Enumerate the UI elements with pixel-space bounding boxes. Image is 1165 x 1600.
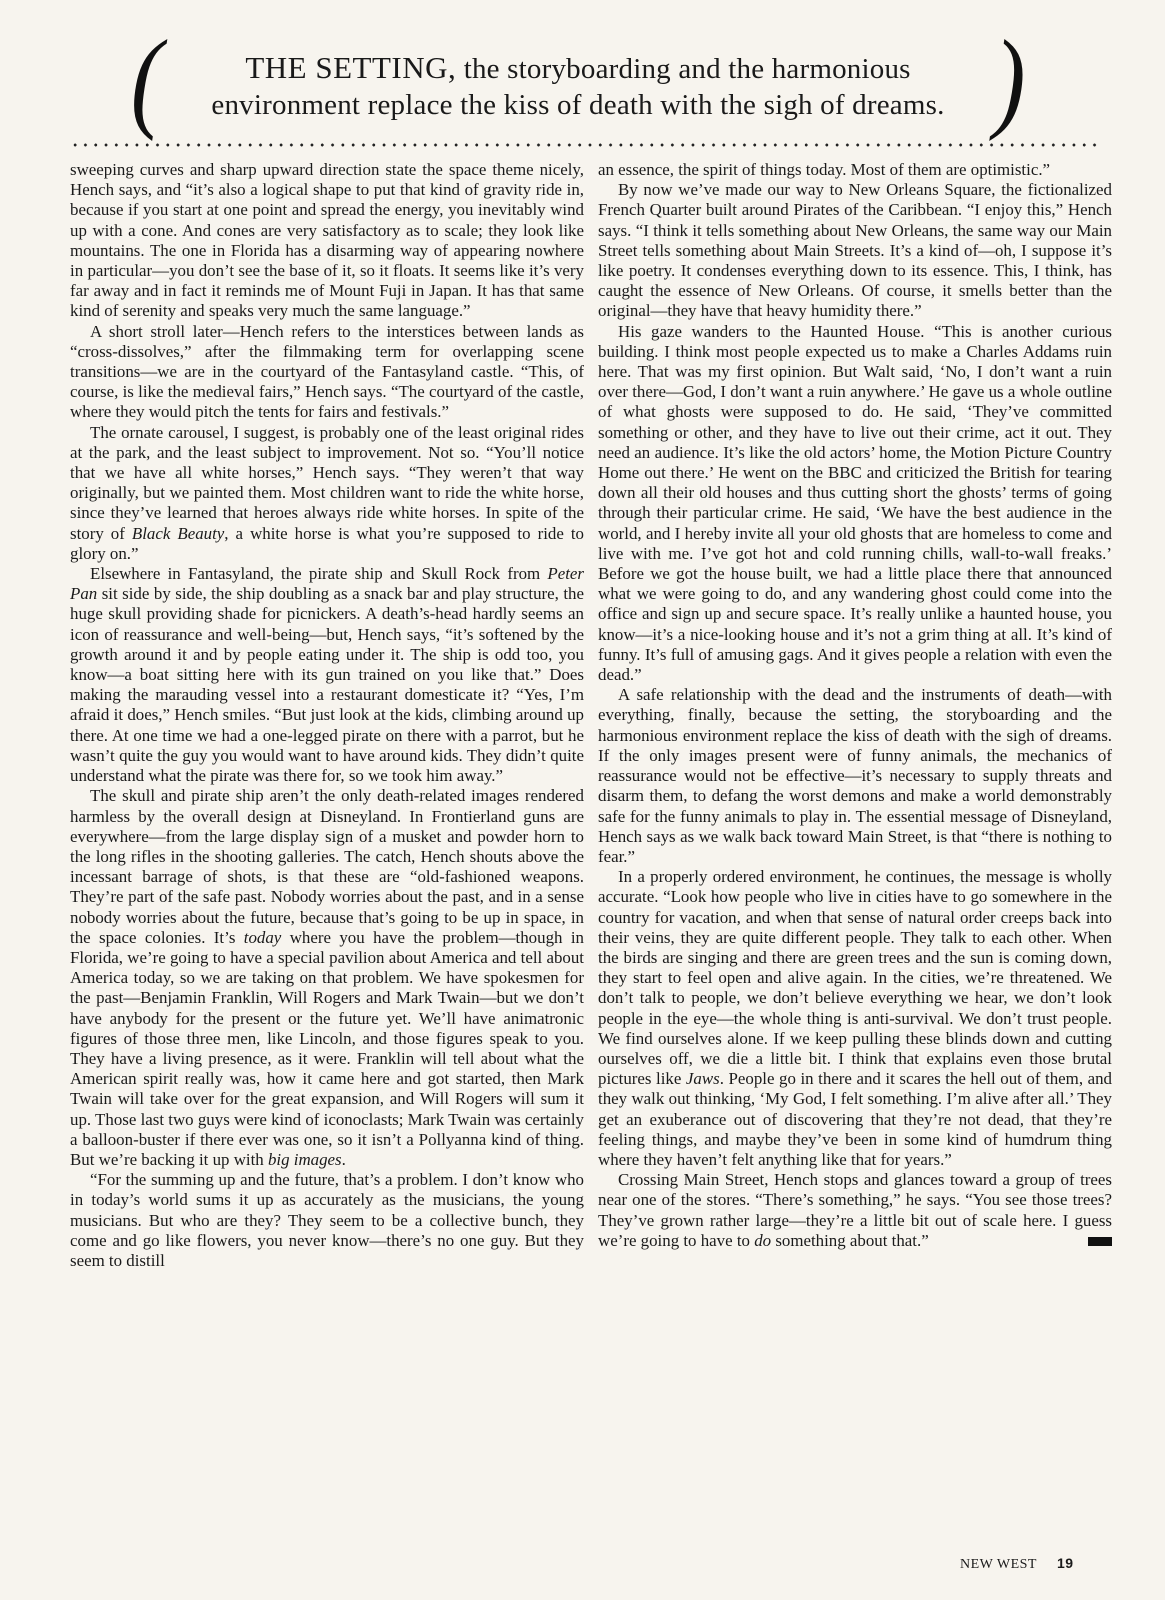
left-column bbox=[70, 160, 584, 1271]
paragraph: By now we’ve made our way to New Orleans Square, the fictionalized French Quarter built around Pirates of the Caribbean. “I enjoy this,” Hench says. “I think it tells something about New Orleans, the same way our Main Street tells something about Main Streets. It’s a kind of—oh, I suppose it’s like poetry. It condenses everything down to its essence. This, I think, has caught the essence of New Orleans. Of course, it smells better than the original—they have that heavy humidity there.” bbox=[598, 180, 1112, 321]
right-parenthesis: ) bbox=[993, 18, 1026, 142]
pull-quote-lead: THE SETTING, bbox=[245, 50, 457, 85]
publication-name: NEW WEST bbox=[960, 1557, 1037, 1572]
paragraph: A short stroll later—Hench refers to the interstices between lands as “cross-dissolves,” after the filmmaking term for overlapping scene transitions—we are in the courtyard of the Fantasyland castle. “This, of course, is like the medieval fairs,” Hench says. “The courtyard of the castle, where they would pitch the tents for fairs and festivals.” bbox=[70, 321, 584, 422]
paragraph: The ornate carousel, I suggest, is probably one of the least original rides at the park, and the least subject to improvement. Not so. “You’ll notice that we have all white horses,” Hench says. “They weren’t that way originally, but we painted them. Most children want to ride the white horse, since they’ve learned that heroes always ride white horses. In spite of the story of Black Beauty, a white horse is what you’re supposed to ride to glory on.” bbox=[70, 422, 584, 563]
paragraph: Crossing Main Street, Hench stops and glances toward a group of trees near one of the stores. “There’s something,” he says. “You see those trees? They’ve grown rather large—they’re a little bit out of scale here. I guess we’re going to have to do something about that.” bbox=[598, 1170, 1112, 1250]
pull-quote-text bbox=[198, 50, 958, 123]
page-number: 19 bbox=[1056, 1555, 1074, 1571]
paragraph: “For the summing up and the future, that’s a problem. I don’t know who in today’s world sums it up as accurately as the musicians, the young musicians. But who are they? They seem to be a collective bunch, they come and go like flowers, you never know—there’s no one guy. But they seem to distill bbox=[70, 1170, 584, 1270]
paragraph: Elsewhere in Fantasyland, the pirate ship and Skull Rock from Peter Pan sit side by side, the ship doubling as a snack bar and play structure, the huge skull providing shade for picnickers. A death’s-head hardly seems an icon of reassurance and well-being—but, Hench says, “it’s softened by the growth around it and by people eating under it. The ship is odd too, you know—a boat sitting here with its gun trained on you like that.” Does making the marauding vessel into a restaurant domesticate it? “Yes, I’m afraid it does,” Hench smiles. “But just look at the kids, climbing around up there. At one time we had a one-legged pirate on there with a parrot, but he wasn’t quite the guy you would want to have around kids. They didn’t quite understand what the pirate was there for, so we took him away.” bbox=[70, 564, 584, 786]
pull-quote-line2: environment replace the kiss of death with the sigh of dreams. bbox=[211, 89, 945, 121]
paragraph: In a properly ordered environment, he continues, the message is wholly accurate. “Look how people who live in cities have to go somewhere in the country for vacation, and when that sense of natural order creeps back into their veins, they are quite different people. They talk to each other. When the birds are singing and there are green trees and the sun is coming down, they start to feel open and alive again. In the cities, we’re threatened. We don’t talk to people, we don’t believe everything we hear, we don’t look people in the eye—the whole thing is anti-survival. We don’t trust people. We find ourselves alone. If we keep pulling these blinds down and cutting ourselves off, we die a little bit. I think that explains even those brutal pictures like Jaws. People go in there and it scares the hell out of them, and they walk out thinking, ‘My God, I felt something. I’m alive after all.’ They get an exuberance out of discovering that they’re not dead, that they’re feeling things, and maybe they’ve been in some kind of humdrum thing where they haven’t felt anything like that for years.” bbox=[598, 867, 1112, 1169]
page-footer bbox=[960, 1555, 1100, 1573]
paragraph: The skull and pirate ship aren’t the only death-related images rendered harmless by the overall design at Disneyland. In Frontierland guns are everywhere—from the large display sign of a musket and powder horn to the long rifles in the shooting galleries. The catch, Hench shouts above the incessant barrage of shots, is that these are “old-fashioned weapons. They’re part of the safe past. Nobody worries about the past, and in a sense nobody worries about the future, because that’s going to be up in space, in the space colonies. It’s today where you have the problem—though in Florida, we’re going to have a special pavilion about America and tell about America today, so we are taking on that problem. We have spokesmen for the past—Benjamin Franklin, Will Rogers and Mark Twain—but we don’t have anybody for the present or the future yet. We’ll have animatronic figures of those three men, like Lincoln, and those figures speak to you. They have a living presence, as it were. Franklin will tell about what the American spirit really was, how it came here and got started, then Mark Twain will take over for the great expansion, and Will Rogers will sum it up. Those last two guys were kind of iconoclasts; Mark Twain was certainly a balloon-buster if there ever was one, so it isn’t a Pollyanna kind of thing. But we’re backing it up with big images. bbox=[70, 786, 584, 1169]
paragraph: His gaze wanders to the Haunted House. “This is another curious building. I think most people expected us to make a Charles Addams ruin here. That was my first opinion. But Walt said, ‘No, I don’t want a ruin over there—God, I don’t want a ruin anywhere.’ He gave us a whole outline of what ghosts were supposed to do. He said, ‘They’ve committed something or other, and they have to live out their crime, act it out. They need an audience. It’s like the old actors’ home, the Motion Picture Country Home out there.’ He went on the BBC and criticized the British for tearing down all their old houses and thus cutting short the ghosts’ terms of going through their particular crime. He said, ‘We have the best audience in the world, and I hereby invite all your old ghosts that are homeless to come and live with me. I’ve got hot and cold running chills, wall-to-wall freaks.’ Before we got the house built, we had a little place there that announced what we were going to do, and any wandering ghost could come into the office and sign up and secure space. It’s really unlike a haunted house, you know—it’s a nice-looking house and it’s not a grim thing at all. It’s kind of funny. It’s full of amusing gags. And it gives people a relation with even the dead.” bbox=[598, 321, 1112, 685]
dotted-divider bbox=[70, 142, 1100, 148]
paragraph: A safe relationship with the dead and the instruments of death—with everything, finally, because the setting, the storyboarding and the harmonious environment replace the kiss of death with the sigh of dreams. If the only images present were of funny animals, the mechanics of reassurance would not be effective—it’s necessary to supply threats and disarm them, to defang the worst demons and make a world demonstrably safe for the funny animals to play in. The essential message of Disneyland, Hench says as we walk back toward Main Street, is that “there is nothing to fear.” bbox=[598, 685, 1112, 866]
paragraph: sweeping curves and sharp upward direction state the space theme nicely, Hench says, and “it’s also a logical shape to put that kind of gravity ride in, because if you start at one point and spread the energy, you inevitably wind up with a cone. And cones are very satisfactory as to scale; they look like mountains. The one in Florida has a disarming way of appearing nowhere in particular—you don’t see the base of it, so it floats. It seems like it’s very far away and in fact it reminds me of Mount Fuji in Japan. It has that same kind of serenity and speaks very much the same language.” bbox=[70, 160, 584, 321]
paragraph: an essence, the spirit of things today. Most of them are optimistic.” bbox=[598, 160, 1051, 179]
left-parenthesis: ( bbox=[130, 18, 163, 142]
pull-quote bbox=[128, 18, 1028, 142]
end-of-article-mark bbox=[1088, 1237, 1112, 1246]
right-column bbox=[598, 160, 1112, 1251]
pull-quote-line1: the storyboarding and the harmonious bbox=[456, 53, 911, 85]
